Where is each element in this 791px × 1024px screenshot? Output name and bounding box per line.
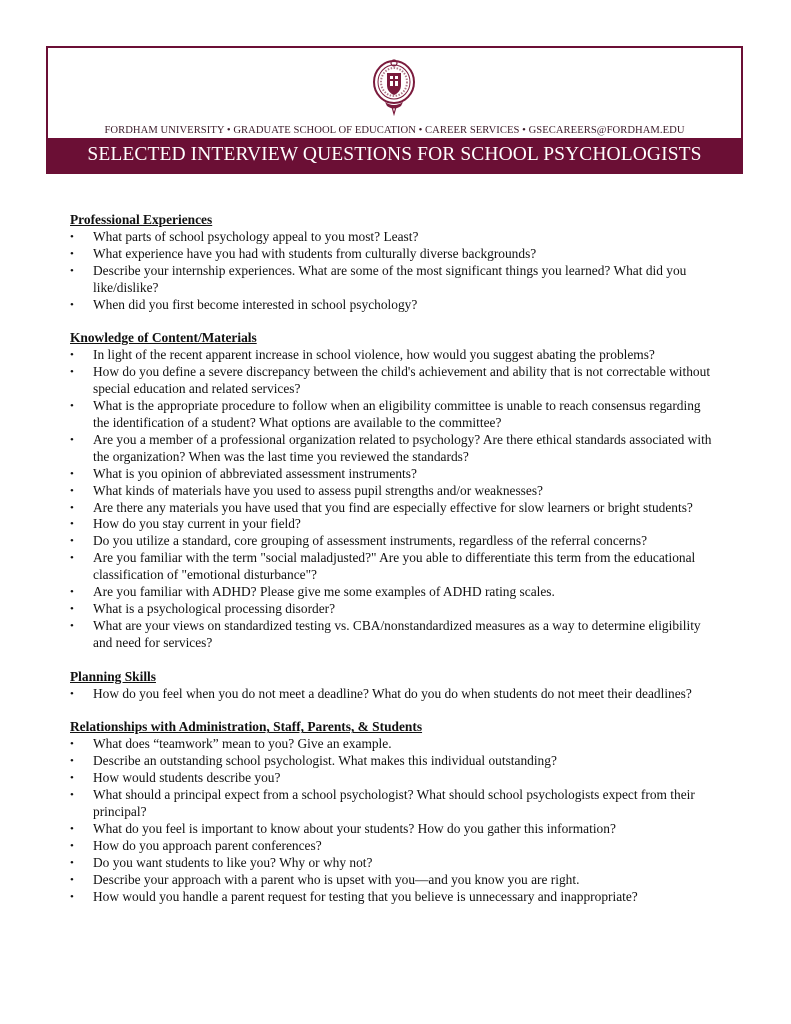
question-item bbox=[70, 889, 720, 906]
bullet-icon: • bbox=[70, 789, 74, 802]
bullet-icon: • bbox=[70, 602, 74, 615]
question-text: When did you first become interested in school psychology? bbox=[93, 296, 418, 312]
question-text: Are you familiar with the term "social maladjusted?" Are you able to differentiate this term from the educational classification of "emotional disturbance"? bbox=[93, 550, 696, 583]
question-text: What do you feel is important to know about your students? How do you gather this information? bbox=[93, 820, 616, 836]
question-text: Are you familiar with ADHD? Please give me some examples of ADHD rating scales. bbox=[93, 584, 555, 600]
bullet-icon: • bbox=[70, 518, 74, 531]
section-title: Knowledge of Content/Materials bbox=[70, 330, 257, 346]
question-text: What parts of school psychology appeal to you most? Least? bbox=[93, 228, 419, 244]
bullet-icon: • bbox=[70, 264, 74, 277]
bullet-icon: • bbox=[70, 772, 74, 785]
question-item bbox=[70, 618, 720, 652]
bullet-icon: • bbox=[70, 247, 74, 260]
question-item bbox=[70, 787, 720, 821]
question-text: What should a principal expect from a school psychologist? What should school psychologists expect from their principal? bbox=[93, 787, 695, 819]
bullet-icon: • bbox=[70, 484, 74, 497]
question-bullets bbox=[70, 229, 720, 314]
letterhead bbox=[46, 46, 743, 174]
question-text: How do you define a severe discrepancy between the child's achievement and ability that is not correctable without special education and related services? bbox=[93, 364, 711, 397]
question-text: How would students describe you? bbox=[93, 770, 281, 786]
question-text: What experience have you had with students from culturally diverse backgrounds? bbox=[93, 245, 537, 261]
bullet-icon: • bbox=[70, 230, 74, 243]
bullet-icon: • bbox=[70, 467, 74, 480]
bullet-icon: • bbox=[70, 366, 74, 379]
question-item bbox=[70, 246, 720, 263]
question-item bbox=[70, 770, 720, 787]
question-item bbox=[70, 736, 720, 753]
question-bullets bbox=[70, 736, 720, 905]
question-text: What kinds of materials have you used to assess pupil strengths and/or weaknesses? bbox=[93, 482, 543, 498]
section-title: Relationships with Administration, Staff, Parents, & Students bbox=[70, 719, 423, 735]
question-text: What are your views on standardized testing vs. CBA/nonstandardized measures as a way to determine eligibility and need for services? bbox=[93, 617, 701, 650]
letterhead-tagline: FORDHAM UNIVERSITY • GRADUATE SCHOOL OF EDUCATION • CAREER SERVICES • GSECAREERS@FORDHAM.EDU bbox=[104, 125, 685, 136]
bullet-icon: • bbox=[70, 890, 74, 903]
question-text: Describe your approach with a parent who is upset with you—and you know you are right. bbox=[93, 871, 580, 887]
bullet-icon: • bbox=[70, 535, 74, 548]
bullet-icon: • bbox=[70, 586, 74, 599]
question-text: How do you feel when you do not meet a deadline? What do you do when students do not meet their deadlines? bbox=[93, 685, 692, 701]
question-text: Do you utilize a standard, core grouping of assessment instruments, regardless of the referral concerns? bbox=[93, 533, 648, 549]
question-text: What is a psychological processing disorder? bbox=[93, 600, 336, 616]
question-text: Do you want students to like you? Why or why not? bbox=[93, 854, 373, 870]
section bbox=[70, 330, 720, 651]
question-item bbox=[70, 838, 720, 855]
question-item bbox=[70, 483, 720, 500]
question-text: In light of the recent apparent increase in school violence, how would you suggest abating the problems? bbox=[93, 347, 655, 363]
question-text: Are there any materials you have used that you find are especially effective for slow learners or bright students? bbox=[93, 499, 693, 515]
question-text: Are you a member of a professional organization related to psychology? Are there ethical standards associated with the organization? When was the last time you reviewed the standards? bbox=[93, 431, 712, 464]
university-seal-icon bbox=[371, 58, 417, 116]
question-text: Describe an outstanding school psychologist. What makes this individual outstanding? bbox=[93, 753, 557, 769]
section-title: Professional Experiences bbox=[70, 212, 213, 227]
question-text: What is you opinion of abbreviated assessment instruments? bbox=[93, 465, 417, 481]
section bbox=[70, 669, 720, 703]
question-item bbox=[70, 855, 720, 872]
question-item bbox=[70, 500, 720, 517]
question-text: How would you handle a parent request for testing that you believe is unnecessary and inappropriate? bbox=[93, 888, 638, 904]
question-text: What is the appropriate procedure to follow when an eligibility committee is unable to reach consensus regarding the identification of a student? What options are available to the committee? bbox=[93, 398, 701, 430]
question-item bbox=[70, 516, 720, 533]
question-item bbox=[70, 821, 720, 838]
question-bullets bbox=[70, 686, 720, 703]
bullet-icon: • bbox=[70, 755, 74, 768]
bullet-icon: • bbox=[70, 873, 74, 886]
question-item bbox=[70, 263, 720, 297]
question-item bbox=[70, 601, 720, 618]
bullet-icon: • bbox=[70, 856, 74, 869]
question-item bbox=[70, 347, 720, 364]
section-title: Planning Skills bbox=[70, 668, 156, 684]
question-item bbox=[70, 872, 720, 889]
bullet-icon: • bbox=[70, 298, 74, 311]
question-text: What does “teamwork” mean to you? Give an example. bbox=[93, 736, 392, 752]
question-item bbox=[70, 753, 720, 770]
bullet-icon: • bbox=[70, 552, 74, 565]
section bbox=[70, 719, 720, 905]
section bbox=[70, 212, 720, 313]
question-item bbox=[70, 550, 720, 584]
bullet-icon: • bbox=[70, 501, 74, 514]
bullet-icon: • bbox=[70, 619, 74, 632]
bullet-icon: • bbox=[70, 738, 74, 751]
question-text: How do you approach parent conferences? bbox=[93, 837, 322, 853]
bullet-icon: • bbox=[70, 349, 74, 362]
question-item bbox=[70, 686, 720, 703]
question-text: Describe your internship experiences. What are some of the most significant things you learned? What did you like/dislike? bbox=[93, 262, 687, 295]
question-item bbox=[70, 229, 720, 246]
bullet-icon: • bbox=[70, 687, 74, 700]
question-item bbox=[70, 364, 720, 398]
bullet-icon: • bbox=[70, 822, 74, 835]
bullet-icon: • bbox=[70, 433, 74, 446]
question-item bbox=[70, 432, 720, 466]
question-text: How do you stay current in your field? bbox=[93, 516, 301, 532]
question-item bbox=[70, 584, 720, 601]
question-item bbox=[70, 297, 720, 314]
question-bullets bbox=[70, 347, 720, 651]
question-item bbox=[70, 398, 720, 432]
question-item bbox=[70, 466, 720, 483]
bullet-icon: • bbox=[70, 839, 74, 852]
bullet-icon: • bbox=[70, 400, 74, 413]
question-item bbox=[70, 533, 720, 550]
document-title: SELECTED INTERVIEW QUESTIONS FOR SCHOOL PSYCHOLOGISTS bbox=[48, 138, 741, 172]
question-list bbox=[70, 212, 720, 922]
